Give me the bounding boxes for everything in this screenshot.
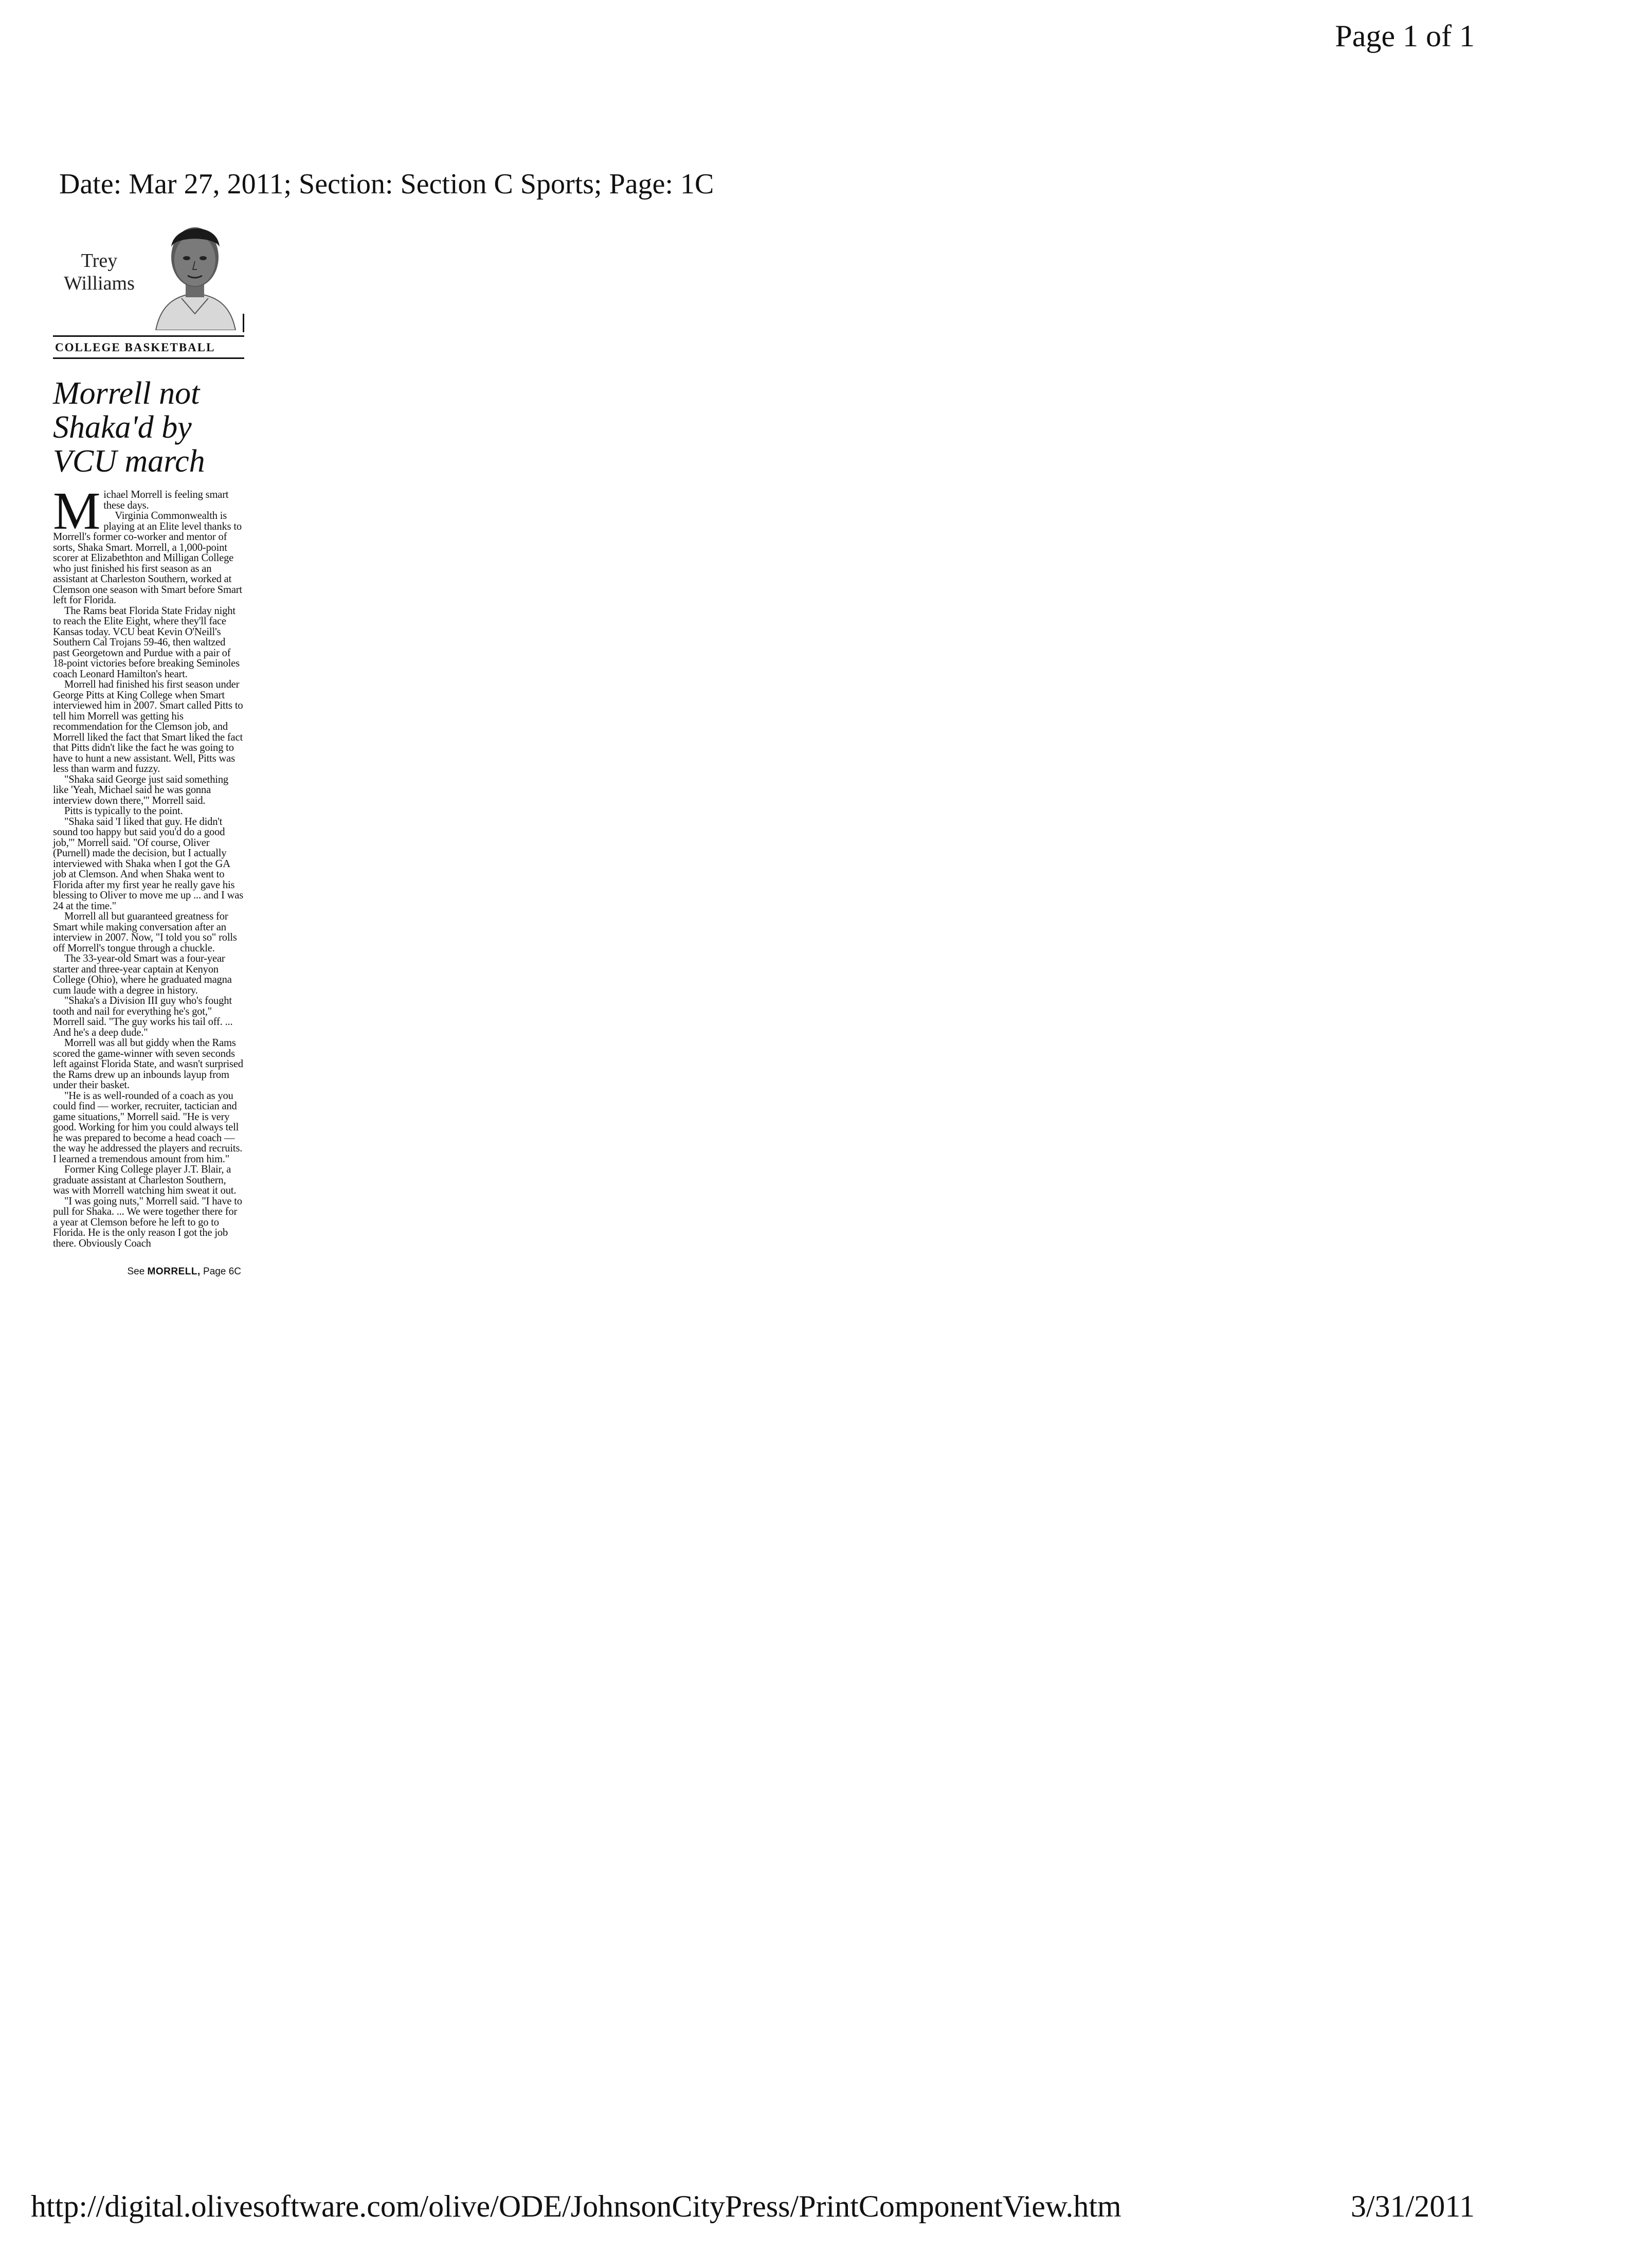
continuation-line [53, 1266, 244, 1277]
page-number-label: Page 1 of 1 [1335, 19, 1475, 53]
article-paragraph: ichael Morrell is feeling smart these days. [103, 489, 229, 511]
author-photo [146, 211, 244, 330]
footer-date: 3/31/2011 [1350, 2189, 1475, 2223]
article-paragraph: "Shaka said 'I liked that guy. He didn't sound too happy but said you'd do a good job,'" Morrell said. "Of course, Oliver (Purnell) made the decision, but I actually interviewed with Shaka when I got the GA job at Clemson. And when Shaka went to Florida after my first year he really gave his blessing to Oliver to move me up ... and I was 24 at the time." [53, 816, 244, 912]
article-headline: Morrell not Shaka'd by VCU march [53, 376, 205, 479]
article-paragraph: Former King College player J.T. Blair, a graduate assistant at Charleston Southern, was with Morrell watching him sweat it out. [53, 1164, 237, 1196]
article-paragraph: Pitts is typically to the point. [64, 805, 183, 817]
continuation-see: See [127, 1266, 145, 1277]
author-name [53, 249, 146, 295]
article-paragraph: The Rams beat Florida State Friday night to reach the Elite Eight, where they'll face Kansas today. VCU beat Kevin O'Neill's Southern Cal Trojans 59-46, then waltzed past Georgetown and Purdue with a pair of 18-point victories before breaking Seminoles coach Leonard Hamilton's heart. [53, 605, 240, 680]
article-paragraph: Virginia Commonwealth is playing at an Elite level thanks to Morrell's former co-worker and mentor of sorts, Shaka Smart. Morrell, a 1,000-point scorer at Elizabethton and Milligan College who just finished his first season as an assistant at Charleston Southern, worked at Clemson one season with Smart before Smart left for Florida. [53, 510, 242, 606]
section-rule-bottom [53, 357, 244, 359]
author-first-name: Trey [81, 250, 118, 272]
continuation-name: MORRELL, [147, 1266, 201, 1277]
article-paragraph: Morrell had finished his first season under George Pitts at King College when Smart interviewed him in 2007. Smart called Pitts to tell him Morrell was getting his recommendation for the Clemson job, and Morrell liked the fact that Smart liked the fact that Pitts didn't like the fact he was going to have to hunt a new assistant. Well, Pitts was less than warm and fuzzy. [53, 679, 243, 775]
article-paragraph: Morrell was all but giddy when the Rams scored the game-winner with seven seconds left against Florida State, and wasn't surprised the Rams drew up an inbounds layup from under their basket. [53, 1037, 243, 1091]
article-paragraph: "Shaka's a Division III guy who's fought tooth and nail for everything he's got," Morrell said. "The guy works his tail off. ... And he's a deep dude." [53, 995, 233, 1038]
article-paragraph: The 33-year-old Smart was a four-year starter and three-year captain at Kenyon College (Ohio), where he graduated magna cum laude with a degree in history. [53, 953, 232, 996]
byline [53, 211, 244, 333]
continuation-page: Page 6C [203, 1266, 241, 1277]
article-paragraph: "He is as well-rounded of a coach as you could find — worker, recruiter, tactician and game situations," Morrell said. "He is very good. Working for him you could always tell he was prepared to become a head coach — the way he addressed the players and recruits. I learned a tremendous amount from him." [53, 1090, 243, 1165]
article-paragraph: "I was going nuts," Morrell said. "I have to pull for Shaka. ... We were together there for a year at Clemson before he left to go to Florida. He is the only reason I got the job there. Obviously Coach [53, 1195, 242, 1249]
footer-url: http://digital.olivesoftware.com/olive/ODE/JohnsonCityPress/PrintComponentView.htm [31, 2189, 1121, 2223]
publication-meta-line: Date: Mar 27, 2011; Section: Section C Sports; Page: 1C [59, 168, 714, 200]
article-paragraph: "Shaka said George just said something like 'Yeah, Michael said he was gonna interview down there,'" Morrell said. [53, 773, 229, 806]
article-body [53, 481, 244, 1249]
article-column [53, 211, 244, 1277]
byline-rule [243, 314, 244, 332]
author-last-name: Williams [64, 273, 135, 294]
drop-cap: M [53, 481, 101, 541]
section-label: COLLEGE BASKETBALL [55, 341, 215, 354]
article-paragraph: Morrell all but guaranteed greatness for Smart while making conversation after an interview in 2007. Now, "I told you so" rolls off Morrell's tongue through a chuckle. [53, 911, 237, 954]
